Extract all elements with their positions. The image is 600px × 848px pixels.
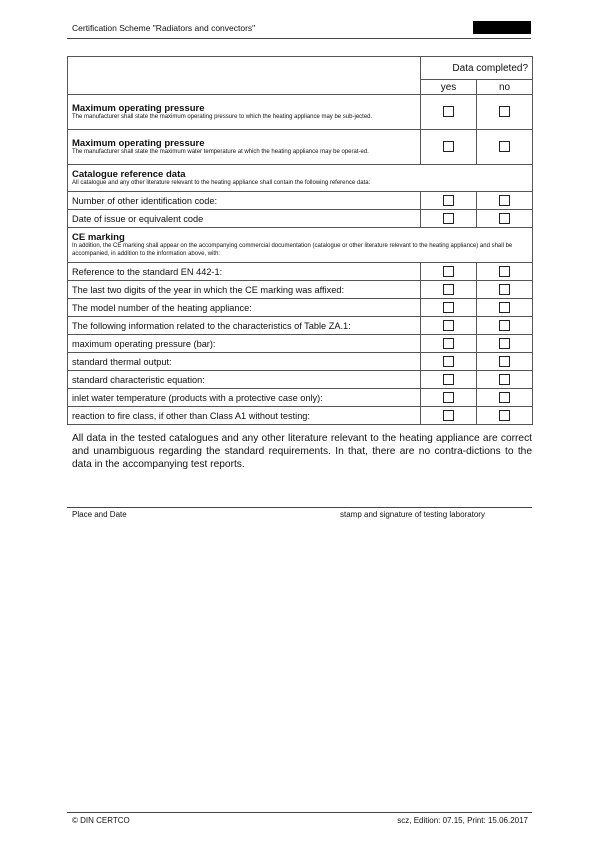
- section-description: The manufacturer shall state the maximum water temperature at which the heating appliance may be operat-ed.: [72, 148, 369, 155]
- yes-checkbox[interactable]: [443, 106, 454, 117]
- yes-checkbox[interactable]: [443, 284, 454, 295]
- no-column-header: no: [477, 80, 533, 95]
- declaration-statement: All data in the tested catalogues and any other literature relevant to the heating appliance are correct and unambiguous regarding the standard requirements. In that, there are no contra-dictions to the data in the accompanying test reports.: [72, 433, 532, 470]
- no-checkbox[interactable]: [499, 356, 510, 367]
- no-checkbox[interactable]: [499, 338, 510, 349]
- section-catalogue: [68, 165, 533, 192]
- yes-checkbox[interactable]: [443, 320, 454, 331]
- yes-checkbox[interactable]: [443, 195, 454, 206]
- yes-column-header: yes: [421, 80, 477, 95]
- table-row: [68, 210, 533, 228]
- yes-checkbox[interactable]: [443, 213, 454, 224]
- table-row: [68, 407, 533, 425]
- header-title: Certification Scheme "Radiators and convectors": [72, 23, 256, 33]
- yes-checkbox[interactable]: [443, 410, 454, 421]
- footer-divider: [67, 812, 532, 813]
- data-check-table: [67, 56, 533, 425]
- section-title: CE marking: [72, 232, 125, 244]
- redacted-box: [473, 21, 531, 34]
- yes-checkbox[interactable]: [443, 338, 454, 349]
- no-checkbox[interactable]: [499, 320, 510, 331]
- yes-checkbox[interactable]: [443, 374, 454, 385]
- table-row: [68, 192, 533, 210]
- section-max-pressure: [68, 95, 533, 130]
- page-header: [67, 20, 531, 39]
- row-label: The last two digits of the year in which the CE marking was affixed:: [68, 281, 421, 299]
- no-checkbox[interactable]: [499, 266, 510, 277]
- table-row: [68, 263, 533, 281]
- stamp-signature-label: stamp and signature of testing laboratory: [340, 510, 485, 519]
- no-checkbox[interactable]: [499, 213, 510, 224]
- no-checkbox[interactable]: [499, 284, 510, 295]
- section-title: Maximum operating pressure: [72, 102, 205, 114]
- row-label: The model number of the heating appliance:: [68, 299, 421, 317]
- section-label: [68, 95, 421, 130]
- header-blank-cell: [68, 80, 421, 95]
- row-label: maximum operating pressure (bar):: [68, 335, 421, 353]
- no-checkbox[interactable]: [499, 392, 510, 403]
- footer-edition: scz, Edition: 07.15, Print: 15.06.2017: [397, 816, 528, 825]
- row-label: inlet water temperature (products with a protective case only):: [68, 389, 421, 407]
- section-label: [68, 130, 421, 165]
- yes-checkbox[interactable]: [443, 302, 454, 313]
- table-row: [68, 299, 533, 317]
- row-label: The following information related to the characteristics of Table ZA.1:: [68, 317, 421, 335]
- yes-checkbox[interactable]: [443, 392, 454, 403]
- header-blank-cell: [68, 57, 421, 80]
- no-checkbox[interactable]: [499, 302, 510, 313]
- data-completed-header: Data completed?: [421, 57, 533, 80]
- yes-checkbox[interactable]: [443, 266, 454, 277]
- footer-copyright: © DIN CERTCO: [72, 816, 130, 825]
- section-ce-marking: [68, 228, 533, 263]
- row-label: Date of issue or equivalent code: [68, 210, 421, 228]
- section-max-temperature: [68, 130, 533, 165]
- no-checkbox[interactable]: [499, 106, 510, 117]
- yes-checkbox[interactable]: [443, 141, 454, 152]
- no-checkbox[interactable]: [499, 195, 510, 206]
- table-row: [68, 281, 533, 299]
- row-label: reaction to fire class, if other than Class A1 without testing:: [68, 407, 421, 425]
- table-row: [68, 335, 533, 353]
- section-title: Catalogue reference data: [72, 168, 186, 180]
- no-checkbox[interactable]: [499, 141, 510, 152]
- section-description: The manufacturer shall state the maximum operating pressure to which the heating appliance may be sub-jected.: [72, 113, 373, 120]
- no-checkbox[interactable]: [499, 410, 510, 421]
- section-description: All catalogue and any other literature relevant to the heating appliance shall contain the following reference data:: [72, 179, 371, 186]
- row-label: Reference to the standard EN 442-1:: [68, 263, 421, 281]
- section-description: In addition, the CE marking shall appear on the accompanying commercial documentation (catalogue or other literature relevant to the heating appliance) and shall be accompanied, in addition to the information above, with:: [72, 243, 513, 257]
- row-label: Number of other identification code:: [68, 192, 421, 210]
- table-row: [68, 371, 533, 389]
- signature-divider: [67, 507, 532, 508]
- section-title: Maximum operating pressure: [72, 137, 205, 149]
- row-label: standard characteristic equation:: [68, 371, 421, 389]
- place-date-label: Place and Date: [72, 510, 127, 519]
- table-row: [68, 353, 533, 371]
- yes-checkbox[interactable]: [443, 356, 454, 367]
- section-label: [68, 165, 533, 192]
- table-row: [68, 389, 533, 407]
- no-checkbox[interactable]: [499, 374, 510, 385]
- table-row: [68, 317, 533, 335]
- section-label: [68, 228, 533, 263]
- row-label: standard thermal output:: [68, 353, 421, 371]
